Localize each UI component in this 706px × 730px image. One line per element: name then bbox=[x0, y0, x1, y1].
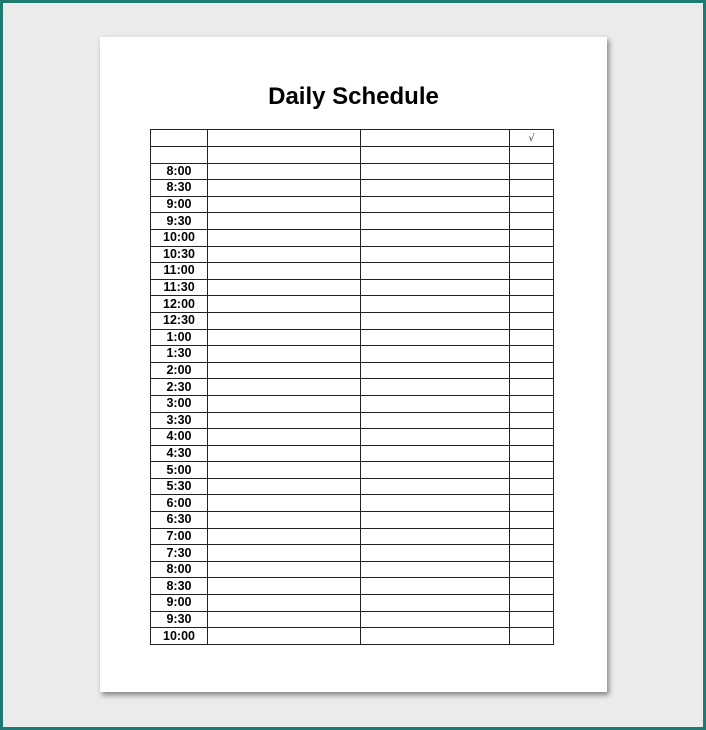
check-cell[interactable] bbox=[510, 545, 554, 562]
notes-cell[interactable] bbox=[361, 528, 510, 545]
time-slot-label: 8:00 bbox=[151, 561, 208, 578]
blank-time-cell bbox=[151, 147, 208, 164]
time-slot-label: 6:30 bbox=[151, 512, 208, 529]
task-cell[interactable] bbox=[208, 395, 361, 412]
schedule-row bbox=[151, 229, 554, 246]
header-row bbox=[151, 130, 554, 147]
notes-cell[interactable] bbox=[361, 412, 510, 429]
time-slot-label: 1:00 bbox=[151, 329, 208, 346]
check-cell[interactable] bbox=[510, 229, 554, 246]
time-slot-label: 10:00 bbox=[151, 229, 208, 246]
header-column-b-cell[interactable] bbox=[361, 130, 510, 147]
header-column-a-cell[interactable] bbox=[208, 130, 361, 147]
header-time-cell bbox=[151, 130, 208, 147]
check-cell[interactable] bbox=[510, 429, 554, 446]
time-slot-label: 2:30 bbox=[151, 379, 208, 396]
notes-cell[interactable] bbox=[361, 296, 510, 313]
time-slot-label: 6:00 bbox=[151, 495, 208, 512]
notes-cell[interactable] bbox=[361, 229, 510, 246]
check-cell[interactable] bbox=[510, 395, 554, 412]
schedule-row bbox=[151, 329, 554, 346]
notes-cell[interactable] bbox=[361, 180, 510, 197]
notes-cell[interactable] bbox=[361, 213, 510, 230]
task-cell[interactable] bbox=[208, 495, 361, 512]
notes-cell[interactable] bbox=[361, 429, 510, 446]
task-cell[interactable] bbox=[208, 213, 361, 230]
notes-cell[interactable] bbox=[361, 379, 510, 396]
task-cell[interactable] bbox=[208, 312, 361, 329]
notes-cell[interactable] bbox=[361, 312, 510, 329]
task-cell[interactable] bbox=[208, 545, 361, 562]
time-slot-label: 1:30 bbox=[151, 346, 208, 363]
notes-cell[interactable] bbox=[361, 263, 510, 280]
check-cell[interactable] bbox=[510, 180, 554, 197]
task-cell[interactable] bbox=[208, 611, 361, 628]
task-cell[interactable] bbox=[208, 445, 361, 462]
time-slot-label: 7:30 bbox=[151, 545, 208, 562]
check-mark-icon: √ bbox=[528, 133, 535, 144]
time-slot-label: 2:00 bbox=[151, 362, 208, 379]
time-slot-label: 7:00 bbox=[151, 528, 208, 545]
schedule-row bbox=[151, 263, 554, 280]
task-cell[interactable] bbox=[208, 346, 361, 363]
check-cell[interactable] bbox=[510, 628, 554, 645]
task-cell[interactable] bbox=[208, 595, 361, 612]
task-cell[interactable] bbox=[208, 512, 361, 529]
time-slot-label: 9:00 bbox=[151, 595, 208, 612]
schedule-row bbox=[151, 395, 554, 412]
schedule-row bbox=[151, 495, 554, 512]
task-cell[interactable] bbox=[208, 196, 361, 213]
check-cell[interactable] bbox=[510, 611, 554, 628]
blank-column-b-cell[interactable] bbox=[361, 147, 510, 164]
check-cell[interactable] bbox=[510, 362, 554, 379]
time-slot-label: 10:30 bbox=[151, 246, 208, 263]
time-slot-label: 9:30 bbox=[151, 611, 208, 628]
task-cell[interactable] bbox=[208, 379, 361, 396]
check-cell[interactable] bbox=[510, 329, 554, 346]
task-cell[interactable] bbox=[208, 478, 361, 495]
check-cell[interactable] bbox=[510, 561, 554, 578]
schedule-row bbox=[151, 213, 554, 230]
task-cell[interactable] bbox=[208, 412, 361, 429]
check-cell[interactable] bbox=[510, 445, 554, 462]
time-slot-label: 9:30 bbox=[151, 213, 208, 230]
notes-cell[interactable] bbox=[361, 445, 510, 462]
notes-cell[interactable] bbox=[361, 163, 510, 180]
schedule-row bbox=[151, 412, 554, 429]
time-slot-label: 3:00 bbox=[151, 395, 208, 412]
schedule-row bbox=[151, 611, 554, 628]
check-cell[interactable] bbox=[510, 379, 554, 396]
schedule-row bbox=[151, 196, 554, 213]
time-slot-label: 3:30 bbox=[151, 412, 208, 429]
schedule-row bbox=[151, 429, 554, 446]
check-cell[interactable] bbox=[510, 495, 554, 512]
schedule-row bbox=[151, 296, 554, 313]
notes-cell[interactable] bbox=[361, 346, 510, 363]
schedule-sheet bbox=[100, 37, 607, 692]
schedule-row bbox=[151, 180, 554, 197]
check-cell[interactable] bbox=[510, 213, 554, 230]
notes-cell[interactable] bbox=[361, 512, 510, 529]
task-cell[interactable] bbox=[208, 296, 361, 313]
check-cell[interactable] bbox=[510, 478, 554, 495]
check-cell[interactable] bbox=[510, 296, 554, 313]
schedule-row bbox=[151, 462, 554, 479]
schedule-row bbox=[151, 246, 554, 263]
check-cell[interactable] bbox=[510, 263, 554, 280]
task-cell[interactable] bbox=[208, 329, 361, 346]
time-slot-label: 10:00 bbox=[151, 628, 208, 645]
time-slot-label: 11:00 bbox=[151, 263, 208, 280]
header-check-cell bbox=[510, 130, 554, 147]
check-cell[interactable] bbox=[510, 528, 554, 545]
task-cell[interactable] bbox=[208, 263, 361, 280]
task-cell[interactable] bbox=[208, 628, 361, 645]
schedule-row bbox=[151, 545, 554, 562]
time-slot-label: 4:30 bbox=[151, 445, 208, 462]
check-cell[interactable] bbox=[510, 279, 554, 296]
check-cell[interactable] bbox=[510, 595, 554, 612]
notes-cell[interactable] bbox=[361, 561, 510, 578]
task-cell[interactable] bbox=[208, 528, 361, 545]
check-cell[interactable] bbox=[510, 512, 554, 529]
notes-cell[interactable] bbox=[361, 362, 510, 379]
notes-cell[interactable] bbox=[361, 628, 510, 645]
notes-cell[interactable] bbox=[361, 595, 510, 612]
check-cell[interactable] bbox=[510, 163, 554, 180]
time-slot-label: 11:30 bbox=[151, 279, 208, 296]
time-slot-label: 4:00 bbox=[151, 429, 208, 446]
blank-check-cell[interactable] bbox=[510, 147, 554, 164]
schedule-row bbox=[151, 163, 554, 180]
time-slot-label: 5:30 bbox=[151, 478, 208, 495]
notes-cell[interactable] bbox=[361, 578, 510, 595]
schedule-row bbox=[151, 478, 554, 495]
time-slot-label: 12:30 bbox=[151, 312, 208, 329]
notes-cell[interactable] bbox=[361, 611, 510, 628]
time-slot-label: 5:00 bbox=[151, 462, 208, 479]
page-title: Daily Schedule bbox=[268, 83, 439, 110]
notes-cell[interactable] bbox=[361, 495, 510, 512]
schedule-row bbox=[151, 379, 554, 396]
schedule-table bbox=[150, 129, 554, 645]
notes-cell[interactable] bbox=[361, 279, 510, 296]
task-cell[interactable] bbox=[208, 246, 361, 263]
notes-cell[interactable] bbox=[361, 545, 510, 562]
task-cell[interactable] bbox=[208, 462, 361, 479]
check-cell[interactable] bbox=[510, 462, 554, 479]
check-cell[interactable] bbox=[510, 312, 554, 329]
blank-column-a-cell[interactable] bbox=[208, 147, 361, 164]
schedule-row bbox=[151, 628, 554, 645]
schedule-row bbox=[151, 561, 554, 578]
notes-cell[interactable] bbox=[361, 246, 510, 263]
check-cell[interactable] bbox=[510, 412, 554, 429]
task-cell[interactable] bbox=[208, 279, 361, 296]
task-cell[interactable] bbox=[208, 561, 361, 578]
notes-cell[interactable] bbox=[361, 196, 510, 213]
check-cell[interactable] bbox=[510, 196, 554, 213]
notes-cell[interactable] bbox=[361, 478, 510, 495]
task-cell[interactable] bbox=[208, 163, 361, 180]
schedule-row bbox=[151, 362, 554, 379]
schedule-row bbox=[151, 312, 554, 329]
time-slot-label: 8:30 bbox=[151, 578, 208, 595]
schedule-row bbox=[151, 528, 554, 545]
notes-cell[interactable] bbox=[361, 329, 510, 346]
schedule-row bbox=[151, 595, 554, 612]
task-cell[interactable] bbox=[208, 362, 361, 379]
schedule-row bbox=[151, 512, 554, 529]
time-slot-label: 9:00 bbox=[151, 196, 208, 213]
check-cell[interactable] bbox=[510, 246, 554, 263]
time-slot-label: 8:30 bbox=[151, 180, 208, 197]
schedule-row bbox=[151, 279, 554, 296]
time-slot-label: 8:00 bbox=[151, 163, 208, 180]
notes-cell[interactable] bbox=[361, 395, 510, 412]
check-cell[interactable] bbox=[510, 346, 554, 363]
schedule-row bbox=[151, 346, 554, 363]
task-cell[interactable] bbox=[208, 578, 361, 595]
time-slot-label: 12:00 bbox=[151, 296, 208, 313]
blank-row bbox=[151, 147, 554, 164]
notes-cell[interactable] bbox=[361, 462, 510, 479]
schedule-row bbox=[151, 578, 554, 595]
task-cell[interactable] bbox=[208, 180, 361, 197]
task-cell[interactable] bbox=[208, 429, 361, 446]
schedule-row bbox=[151, 445, 554, 462]
check-cell[interactable] bbox=[510, 578, 554, 595]
task-cell[interactable] bbox=[208, 229, 361, 246]
